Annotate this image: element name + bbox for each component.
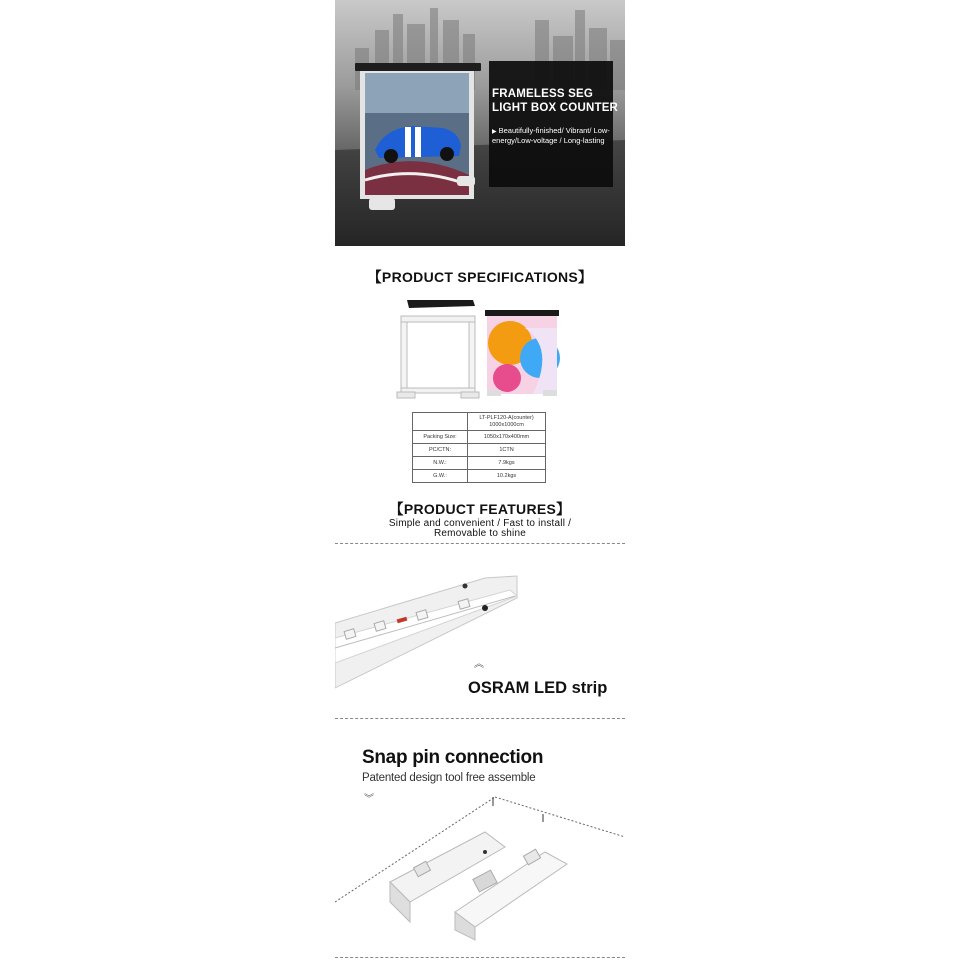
hero-title [492,87,619,115]
hero-bullet-text: Beautifully-finished/ Vibrant/ Low-energy/Low-voltage / Long-lasting [492,126,610,145]
table-row [413,413,546,431]
spec-value: 1CTN [468,444,546,457]
snap-pin-subtitle: Patented design tool free assemble [362,772,536,784]
features-subtitle-line1: Simple and convenient / Fast to install / [388,518,572,529]
double-chevron-down-icon: ︾ [364,794,374,805]
spec-label: Packing Size: [413,431,468,444]
table-row [413,470,546,483]
spec-label: PC/CTN: [413,444,468,457]
table-row [413,444,546,457]
triangle-right-icon: ▶ [492,129,497,135]
spec-label: N.W.: [413,457,468,470]
product-page-column [335,0,625,960]
spec-value: 10.2kgs [468,470,546,483]
divider [335,543,625,544]
double-chevron-up-icon: ︽ [474,659,484,670]
features-subtitle-line2: Removable to shine [434,528,526,539]
spec-value: 1050x170x400mm [468,431,546,444]
snap-pin-title: Snap pin connection [362,747,544,768]
product-frame-illustration [395,298,565,403]
spec-value: 7.9kgs [468,457,546,470]
hero-bullet [492,127,610,145]
divider [335,957,625,958]
features-title: 【PRODUCT FEATURES】 [389,501,571,517]
model-line1: LT-PLF120-A(counter) [479,415,534,421]
hero-banner [335,0,625,246]
snap-pin-illustration [335,792,625,942]
specifications-title: 【PRODUCT SPECIFICATIONS】 [367,269,593,285]
table-row [413,431,546,444]
hero-text-panel [489,61,619,187]
spec-label: G.W.: [413,470,468,483]
model-cell [468,413,546,431]
model-line2: 1000x1000cm [489,421,524,428]
hero-title-line2: LIGHT BOX COUNTER [492,102,619,114]
table-row [413,457,546,470]
specifications-table [412,412,546,483]
hero-title-line1: FRAMELESS SEG [492,88,594,100]
led-strip-label: OSRAM LED strip [468,679,608,697]
divider [335,718,625,719]
